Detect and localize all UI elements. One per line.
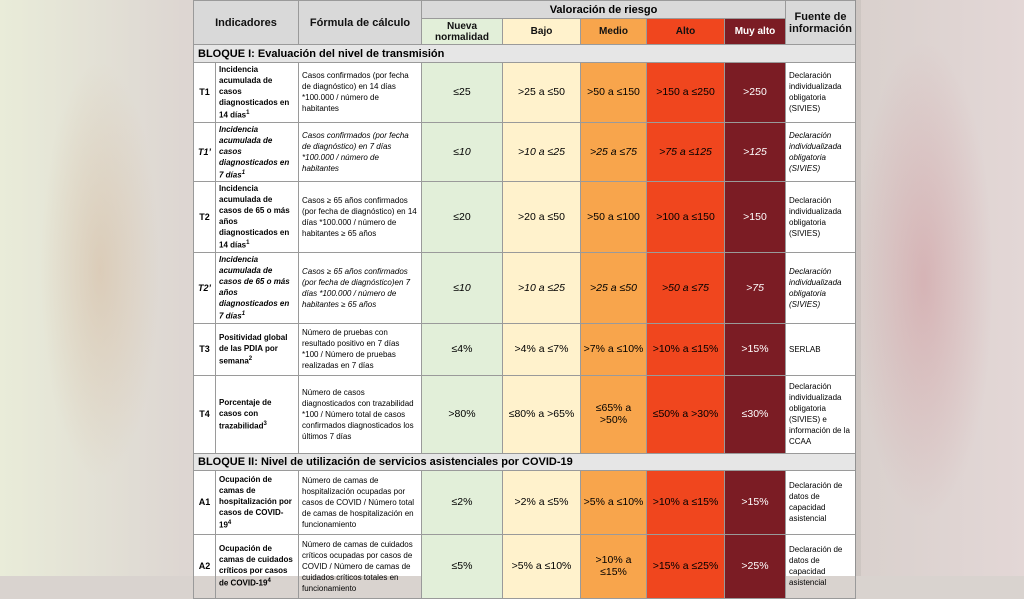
value-alto: >10% a ≤15% xyxy=(647,323,725,375)
level-muy-alto: Muy alto xyxy=(725,19,786,45)
row-code: A2 xyxy=(194,534,216,598)
level-nueva-normalidad: Nueva normalidad xyxy=(422,19,503,45)
row-indicator: Porcentaje de casos con trazabilidad$^3$ xyxy=(216,375,299,453)
block-row-1 xyxy=(194,45,856,63)
value-bajo: >10 a ≤25 xyxy=(503,122,581,182)
value-alto: >10% a ≤15% xyxy=(647,470,725,534)
value-medio: >7% a ≤10% xyxy=(581,323,647,375)
value-bajo: >20 a ≤50 xyxy=(503,182,581,253)
row-formula: Número de casos diagnosticados con trazabilidad *100 / Número total de casos confirmados diagnosticados los últimos 7 días xyxy=(299,375,422,453)
row-indicator: Ocupación de camas de cuidados críticos por casos de COVID-$19^4$ xyxy=(216,534,299,598)
value-medio: >50 a ≤100 xyxy=(581,182,647,253)
value-medio: >10% a ≤15% xyxy=(581,534,647,598)
table-row xyxy=(194,182,856,253)
value-alto: >75 a ≤125 xyxy=(647,122,725,182)
value-bajo: >2% a ≤5% xyxy=(503,470,581,534)
value-alto: >50 a ≤75 xyxy=(647,252,725,323)
value-medio: >50 a ≤150 xyxy=(581,63,647,123)
row-formula: Número de pruebas con resultado positivo en 7 días *100 / Número de pruebas realizadas en 7 días xyxy=(299,323,422,375)
value-bajo: >25 a ≤50 xyxy=(503,63,581,123)
value-muy-alto: >15% xyxy=(725,323,786,375)
table-row xyxy=(194,63,856,123)
row-code: A1 xyxy=(194,470,216,534)
level-alto: Alto xyxy=(647,19,725,45)
risk-table xyxy=(193,0,856,599)
row-source: Declaración individualizada obligatoria (SIVIES) xyxy=(786,63,856,123)
row-formula: Casos ≥ 65 años confirmados (por fecha de diagnóstico)en 7 días *100.000 / número de habitantes ≥ 65 años xyxy=(299,252,422,323)
row-code: T1 xyxy=(194,63,216,123)
page-edge-shadow xyxy=(855,0,861,576)
row-indicator: Incidencia acumulada de casos de 65 o más años diagnosticados en 14 días$^1$ xyxy=(216,182,299,253)
table-row xyxy=(194,375,856,453)
header-formula: Fórmula de cálculo xyxy=(299,1,422,45)
value-bajo: >10 a ≤25 xyxy=(503,252,581,323)
level-bajo: Bajo xyxy=(503,19,581,45)
row-formula: Número de camas de cuidados críticos ocupadas por casos de COVID / Número de camas de cuidados críticos totales en funcionamiento xyxy=(299,534,422,598)
value-nueva-normalidad: ≤10 xyxy=(422,252,503,323)
value-nueva-normalidad: ≤25 xyxy=(422,63,503,123)
row-code: T3 xyxy=(194,323,216,375)
row-indicator: Ocupación de camas de hospitalización por casos de COVID-$19^4$ xyxy=(216,470,299,534)
value-muy-alto: >250 xyxy=(725,63,786,123)
value-muy-alto: >125 xyxy=(725,122,786,182)
value-nueva-normalidad: ≤4% xyxy=(422,323,503,375)
background-blur-right xyxy=(854,40,994,520)
value-bajo: >5% a ≤10% xyxy=(503,534,581,598)
row-source: SERLAB xyxy=(786,323,856,375)
header-row-1 xyxy=(194,1,856,19)
value-nueva-normalidad: ≤20 xyxy=(422,182,503,253)
row-formula: Casos confirmados (por fecha de diagnóstico) en 7 días *100.000 / número de habitantes xyxy=(299,122,422,182)
row-formula: Número de camas de hospitalización ocupadas por casos de COVID / Número total de camas de hospitalización en funcionamiento xyxy=(299,470,422,534)
value-bajo: >4% a ≤7% xyxy=(503,323,581,375)
value-nueva-normalidad: ≤10 xyxy=(422,122,503,182)
row-source: Declaración individualizada obligatoria (SIVIES) e información de la CCAA xyxy=(786,375,856,453)
value-alto: >15% a ≤25% xyxy=(647,534,725,598)
value-muy-alto: ≤30% xyxy=(725,375,786,453)
table-row xyxy=(194,252,856,323)
row-source: Declaración de datos de capacidad asistencial xyxy=(786,534,856,598)
value-nueva-normalidad: ≤5% xyxy=(422,534,503,598)
value-muy-alto: >150 xyxy=(725,182,786,253)
risk-table-document xyxy=(193,0,855,593)
table-row xyxy=(194,534,856,598)
row-source: Declaración individualizada obligatoria (SIVIES) xyxy=(786,122,856,182)
value-alto: >150 a ≤250 xyxy=(647,63,725,123)
row-formula: Casos ≥ 65 años confirmados (por fecha de diagnóstico) en 14 días *100.000 / número de habitantes ≥ 65 años xyxy=(299,182,422,253)
header-indicadores: Indicadores xyxy=(194,1,299,45)
block-title-asistencial: BLOQUE II: Nivel de utilización de servicios asistenciales por COVID-19 xyxy=(194,453,856,470)
value-muy-alto: >25% xyxy=(725,534,786,598)
row-code: T2’ xyxy=(194,252,216,323)
row-indicator: Incidencia acumulada de casos diagnosticados en 14 días$^1$ xyxy=(216,63,299,123)
table-row xyxy=(194,323,856,375)
value-medio: >25 a ≤75 xyxy=(581,122,647,182)
level-medio: Medio xyxy=(581,19,647,45)
row-source: Declaración de datos de capacidad asistencial xyxy=(786,470,856,534)
row-indicator: Positividad global de las PDIA por semana$^2$ xyxy=(216,323,299,375)
table-row xyxy=(194,470,856,534)
row-code: T4 xyxy=(194,375,216,453)
value-alto: ≤50% a >30% xyxy=(647,375,725,453)
block-row-2 xyxy=(194,453,856,470)
value-muy-alto: >75 xyxy=(725,252,786,323)
row-code: T2 xyxy=(194,182,216,253)
value-medio: >5% a ≤10% xyxy=(581,470,647,534)
value-nueva-normalidad: >80% xyxy=(422,375,503,453)
row-indicator: Incidencia acumulada de casos de 65 o más años diagnosticados en 7 días$^1$ xyxy=(216,252,299,323)
value-medio: ≤65% a >50% xyxy=(581,375,647,453)
background-blur-left xyxy=(40,60,160,480)
value-medio: >25 a ≤50 xyxy=(581,252,647,323)
header-fuente: Fuente de información xyxy=(786,1,856,45)
value-nueva-normalidad: ≤2% xyxy=(422,470,503,534)
row-source: Declaración individualizada obligatoria (SIVIES) xyxy=(786,252,856,323)
value-muy-alto: >15% xyxy=(725,470,786,534)
row-formula: Casos confirmados (por fecha de diagnóstico) en 14 días *100.000 / número de habitantes xyxy=(299,63,422,123)
value-bajo: ≤80% a >65% xyxy=(503,375,581,453)
value-alto: >100 a ≤150 xyxy=(647,182,725,253)
table-row xyxy=(194,122,856,182)
row-source: Declaración individualizada obligatoria (SIVIES) xyxy=(786,182,856,253)
row-indicator: Incidencia acumulada de casos diagnosticados en 7 días$^1$ xyxy=(216,122,299,182)
block-title-transmision: BLOQUE I: Evaluación del nivel de transmisión xyxy=(194,45,856,63)
header-valoracion: Valoración de riesgo xyxy=(422,1,786,19)
row-code: T1’ xyxy=(194,122,216,182)
